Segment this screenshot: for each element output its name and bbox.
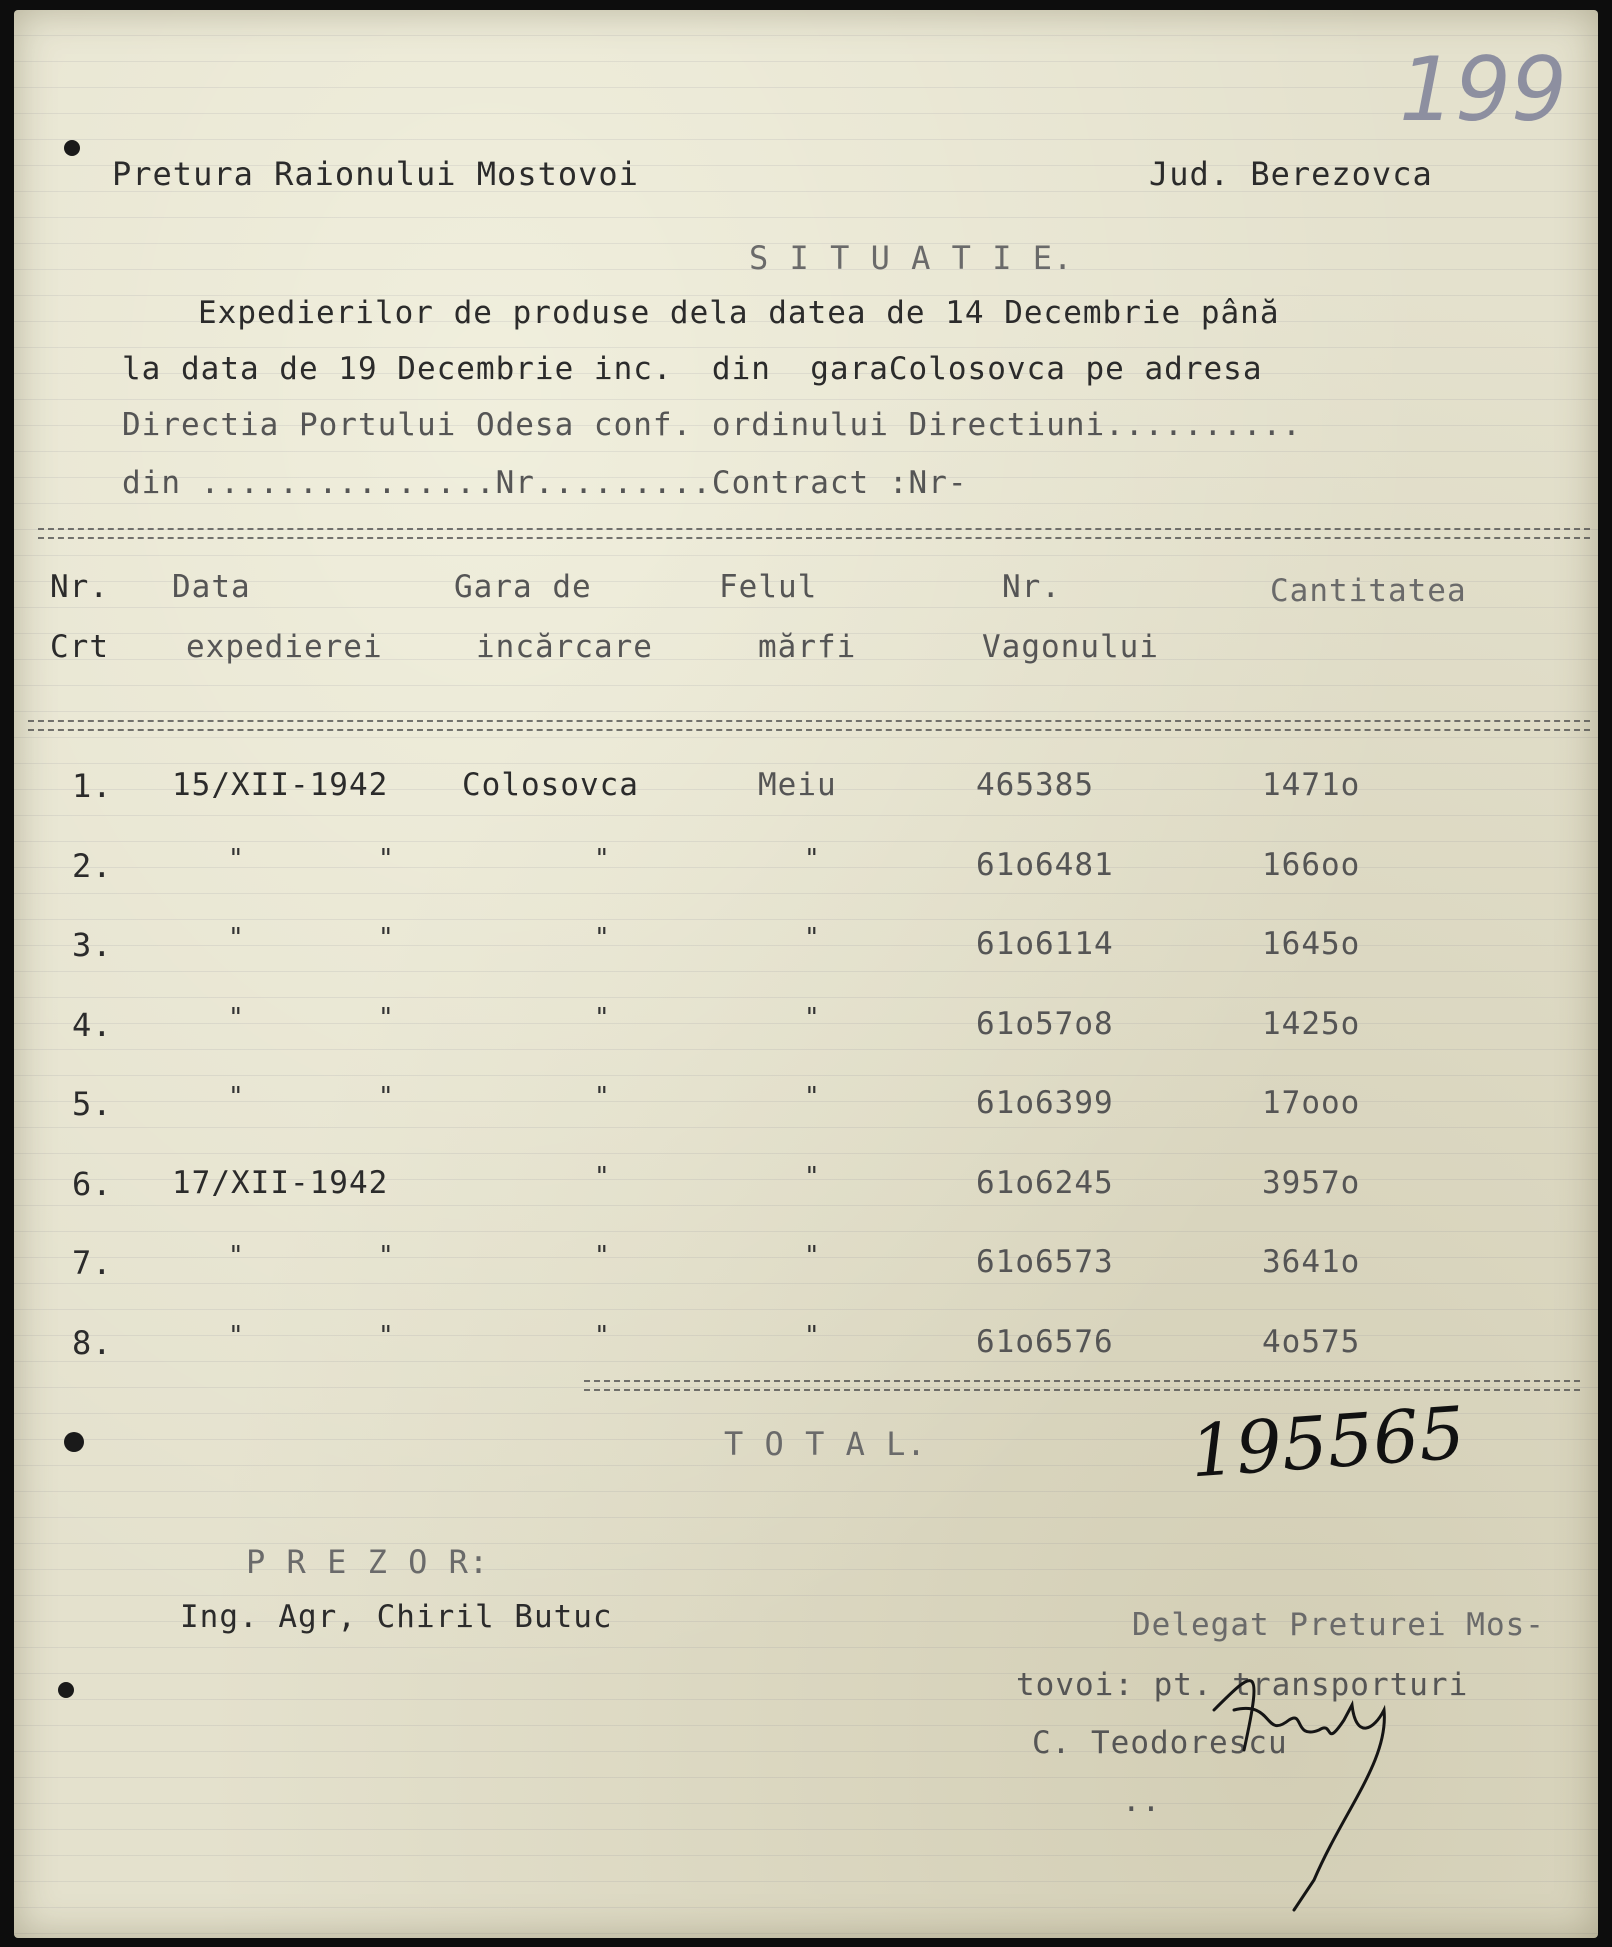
- header-nr: Nr.: [50, 569, 109, 605]
- header-goods: Felul: [719, 569, 818, 605]
- ditto-mark: ": [594, 1321, 611, 1351]
- ditto-mark: ": [804, 1241, 821, 1271]
- row-wagon: 61o6114: [976, 926, 1114, 962]
- ditto-mark: ": [804, 1321, 821, 1351]
- header-wagon: Nr.: [1002, 569, 1061, 605]
- row-number: 7.: [72, 1244, 113, 1282]
- row-date: 15/XII-1942: [172, 767, 389, 803]
- delegate-line: tovoi: pt. transporturi: [1016, 1667, 1469, 1703]
- header-nr: Crt: [50, 629, 109, 665]
- row-number: 5.: [72, 1085, 113, 1123]
- row-quantity: 1425o: [1262, 1006, 1361, 1042]
- ditto-mark: ": [594, 1241, 611, 1271]
- row-date: 17/XII-1942: [172, 1165, 389, 1201]
- row-quantity: 3641o: [1262, 1244, 1361, 1280]
- punch-hole: [58, 1682, 74, 1698]
- document-page: [14, 10, 1598, 1938]
- header-wagon: Vagonului: [982, 629, 1159, 665]
- header-quantity: Cantitatea: [1270, 573, 1467, 609]
- intro-line: Expedierilor de produse dela datea de 14 Decembrie până: [198, 295, 1280, 331]
- row-number: 8.: [72, 1324, 113, 1362]
- intro-line: la data de 19 Decembrie inc. din garaColosovca pe adresa: [122, 351, 1263, 387]
- ditto-mark: ": [594, 923, 611, 953]
- row-station: Colosovca: [462, 767, 639, 803]
- row-quantity: 1471o: [1262, 767, 1361, 803]
- double-rule: [38, 528, 1590, 539]
- delegate-line: Delegat Preturei Mos-: [1132, 1607, 1545, 1643]
- header-station: incărcare: [476, 629, 653, 665]
- ditto-mark: ": [594, 1003, 611, 1033]
- double-rule: [28, 720, 1590, 731]
- row-wagon: 61o6573: [976, 1244, 1114, 1280]
- header-left: Pretura Raionului Mostovoi: [112, 155, 639, 193]
- document-title: S I T U A T I E.: [749, 239, 1074, 277]
- header-station: Gara de: [454, 569, 592, 605]
- punch-hole: [64, 140, 80, 156]
- total-label: T O T A L.: [724, 1425, 927, 1463]
- row-quantity: 1645o: [1262, 926, 1361, 962]
- row-number: 3.: [72, 926, 113, 964]
- ditto-mark: ": [378, 1241, 395, 1271]
- header-date: expedierei: [186, 629, 383, 665]
- row-wagon: 61o6245: [976, 1165, 1114, 1201]
- ditto-mark: ": [228, 923, 245, 953]
- ditto-mark: ": [378, 1003, 395, 1033]
- intro-line: din ...............Nr.........Contract :Nr-: [122, 465, 968, 501]
- ditto-mark: ": [594, 1162, 611, 1192]
- ditto-mark: ": [594, 1082, 611, 1112]
- ditto-mark: ": [228, 1082, 245, 1112]
- header-right: Jud. Berezovca: [1149, 155, 1433, 193]
- ditto-mark: ": [378, 844, 395, 874]
- page-number: 199: [1399, 38, 1567, 141]
- delegate-trailing: ..: [1122, 1783, 1162, 1819]
- total-rule: [584, 1380, 1580, 1391]
- row-number: 2.: [72, 847, 113, 885]
- row-wagon: 465385: [976, 767, 1094, 803]
- handwritten-total: 195565: [1187, 1390, 1468, 1494]
- ditto-mark: ": [228, 1003, 245, 1033]
- ditto-mark: ": [228, 1321, 245, 1351]
- ditto-mark: ": [804, 1003, 821, 1033]
- row-quantity: 17ooo: [1262, 1085, 1361, 1121]
- row-number: 6.: [72, 1165, 113, 1203]
- row-wagon: 61o57o8: [976, 1006, 1114, 1042]
- ditto-mark: ": [804, 1162, 821, 1192]
- signature-scribble: [1194, 1650, 1454, 1920]
- delegate-name: C. Teodorescu: [1032, 1725, 1288, 1761]
- ditto-mark: ": [594, 844, 611, 874]
- prezor-title: P R E Z O R:: [246, 1543, 490, 1581]
- row-goods: Meiu: [758, 767, 837, 803]
- row-quantity: 166oo: [1262, 847, 1361, 883]
- row-quantity: 4o575: [1262, 1324, 1361, 1360]
- row-wagon: 61o6576: [976, 1324, 1114, 1360]
- ditto-mark: ": [804, 923, 821, 953]
- punch-hole: [64, 1432, 84, 1452]
- ditto-mark: ": [378, 1082, 395, 1112]
- ditto-mark: ": [228, 1241, 245, 1271]
- row-wagon: 61o6399: [976, 1085, 1114, 1121]
- ditto-mark: ": [804, 1082, 821, 1112]
- header-goods: mărfi: [758, 629, 857, 665]
- intro-line: Directia Portului Odesa conf. ordinului Directiuni..........: [122, 407, 1302, 443]
- prezor-name: Ing. Agr, Chiril Butuc: [180, 1599, 613, 1635]
- ditto-mark: ": [804, 844, 821, 874]
- row-number: 1.: [72, 767, 113, 805]
- row-quantity: 3957o: [1262, 1165, 1361, 1201]
- ditto-mark: ": [378, 923, 395, 953]
- row-number: 4.: [72, 1006, 113, 1044]
- ditto-mark: ": [228, 844, 245, 874]
- ditto-mark: ": [378, 1321, 395, 1351]
- row-wagon: 61o6481: [976, 847, 1114, 883]
- header-date: Data: [172, 569, 251, 605]
